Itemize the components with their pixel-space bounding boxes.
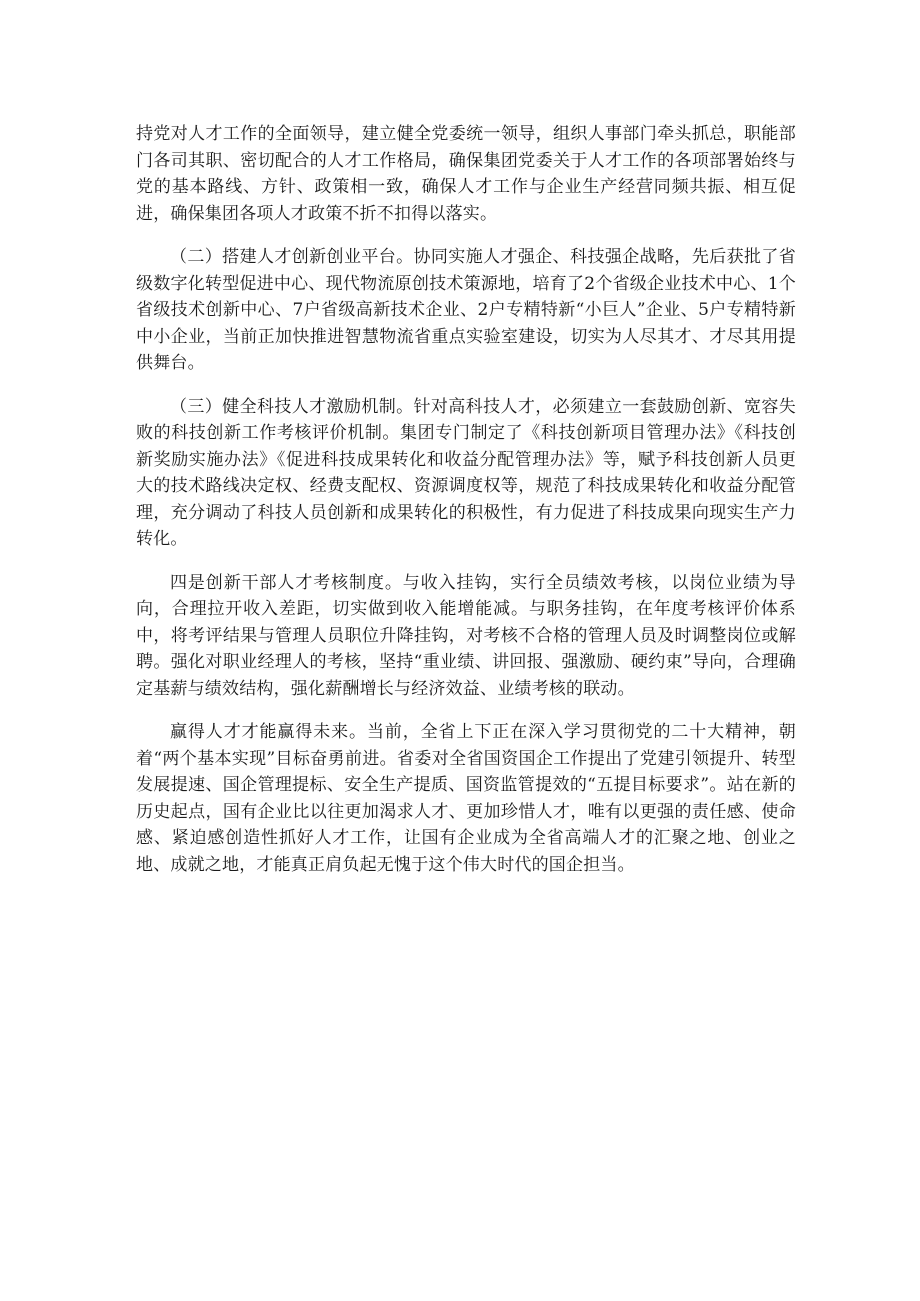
paragraph-assessment-system: 四是创新干部人才考核制度。与收入挂钩，实行全员绩效考核，以岗位业绩为导向，合理拉开收入差距，切实做到收入能增能减。与职务挂钩，在年度考核评价体系中，将考评结果与管理人员职位升降挂钩，对考核不合格的管理人员及时调整岗位或解聘。强化对职业经理人的考核，坚持“重业绩、讲回报、强激励、硬约束”导向，合理确定基薪与绩效结构，强化薪酬增长与经济效益、业绩考核的联动。 (136, 572, 796, 699)
paragraph-continuation: 持党对人才工作的全面领导，建立健全党委统一领导，组织人事部门牵头抓总，职能部门各司其职、密切配合的人才工作格局，确保集团党委关于人才工作的各项部署始终与党的基本路线、方针、政策相一致，确保人才工作与企业生产经营同频共振、相互促进，确保集团各项人才政策不折不扣得以落实。 (136, 124, 796, 224)
paragraph-innovation-platform: （二）搭建人才创新创业平台。协同实施人才强企、科技强企战略，先后获批了省级数字化转型促进中心、现代物流原创技术策源地，培育了2个省级企业技术中心、1个省级技术创新中心、7户省级高新技术企业、2户专精特新“小巨人”企业、5户专精特新中小企业，当前正加快推进智慧物流省重点实验室建设，切实为人尽其才、才尽其用提供舞台。 (136, 247, 796, 373)
paragraph-incentive-mechanism: （三）健全科技人才激励机制。针对高科技人才，必须建立一套鼓励创新、宽容失败的科技创新工作考核评价机制。集团专门制定了《科技创新项目管理办法》《科技创新奖励实施办法》《促进科技成果转化和收益分配管理办法》等，赋予科技创新人员更大的技术路线决定权、经费支配权、资源调度权等，规范了科技成果转化和收益分配管理，充分调动了科技人员创新和成果转化的积极性，有力促进了科技成果向现实生产力转化。 (136, 396, 796, 549)
paragraph-conclusion: 赢得人才才能赢得未来。当前，全省上下正在深入学习贯彻党的二十大精神，朝着“两个基本实现”目标奋勇前进。省委对全省国资国企工作提出了党建引领提升、转型发展提速、国企管理提标、安全生产提质、国资监管提效的“五提目标要求”。站在新的历史起点，国有企业比以往更加渴求人才、更加珍惜人才，唯有以更强的责任感、使命感、紧迫感创造性抓好人才工作，让国有企业成为全省高端人才的汇聚之地、创业之地、成就之地，才能真正肩负起无愧于这个伟大时代的国企担当。 (136, 722, 796, 875)
document-body (136, 121, 796, 895)
